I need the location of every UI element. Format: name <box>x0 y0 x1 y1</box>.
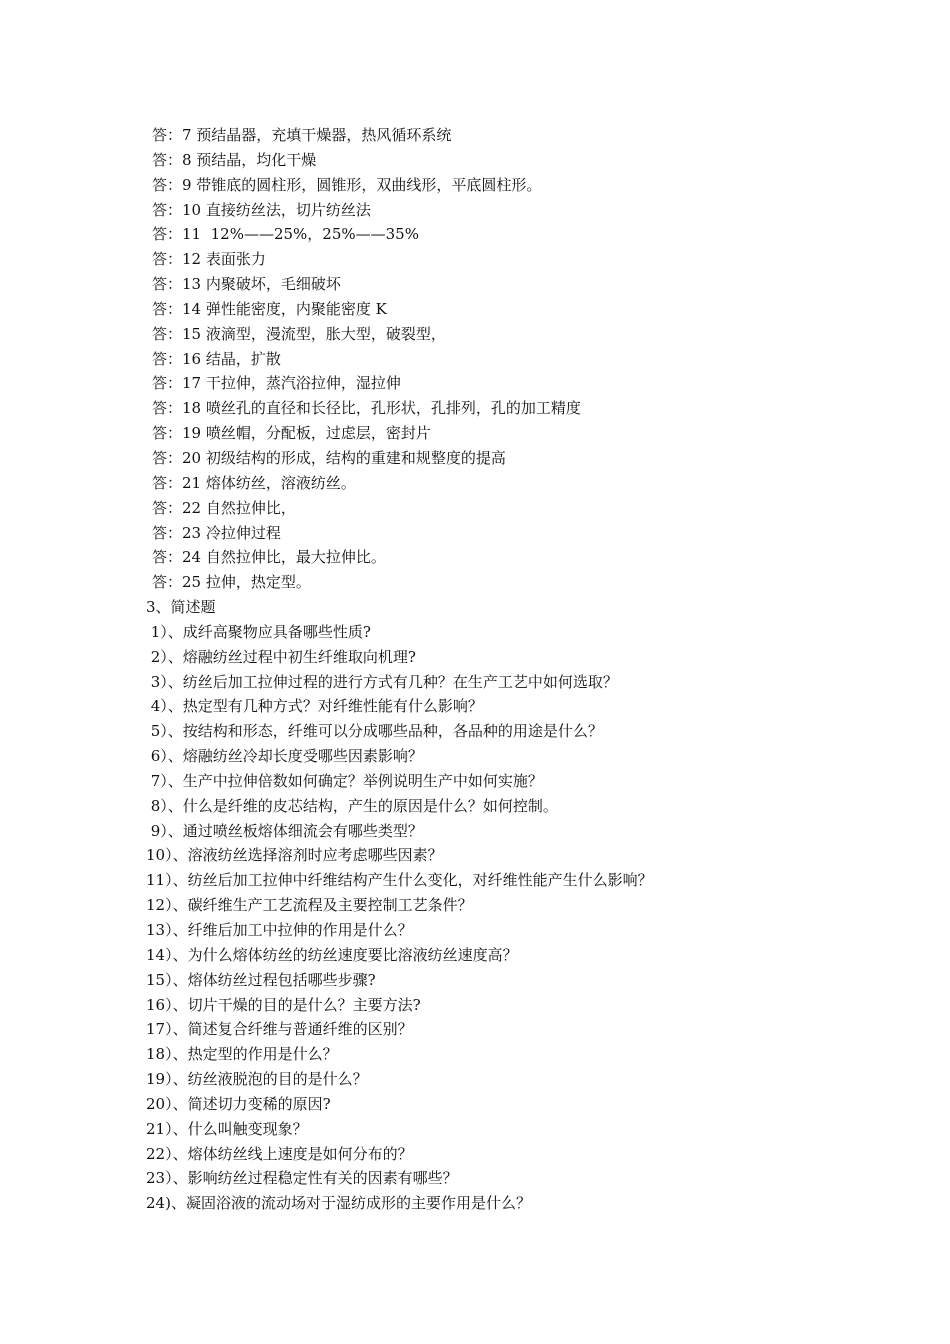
answer-line: 答：21 熔体纺丝，溶液纺丝。 <box>152 473 356 492</box>
question-line: 13）、纤维后加工中拉伸的作用是什么？ <box>146 921 413 939</box>
question-line: 19）、纺丝液脱泡的目的是什么？ <box>146 1070 368 1089</box>
answer-line: 答：18 喷丝孔的直径和长径比，孔形状，孔排列，孔的加工精度 <box>152 399 581 418</box>
question-line: 17）、简述复合纤维与普通纤维的区别？ <box>146 1020 413 1039</box>
answer-line: 答：23 冷拉伸过程 <box>152 523 281 542</box>
question-line: 6）、熔融纺丝冷却长度受哪些因素影响？ <box>146 747 423 766</box>
answer-line: 答：20 初级结构的形成，结构的重建和规整度的提高 <box>152 448 506 467</box>
question-line: 5）、按结构和形态，纤维可以分成哪些品种，各品种的用途是什么？ <box>146 722 603 741</box>
question-line: 2）、熔融纺丝过程中初生纤维取向机理? <box>146 647 416 666</box>
answer-line: 答：16 结晶，扩散 <box>152 349 281 368</box>
answer-line: 答：13 内聚破坏，毛细破坏 <box>152 275 341 294</box>
section-heading: 3、简述题 <box>146 598 216 617</box>
question-line: 16）、切片干燥的目的是什么？主要方法? <box>146 995 421 1014</box>
answer-line: 答：7 预结晶器，充填干燥器，热风循环系统 <box>152 126 452 144</box>
question-line: 10）、溶液纺丝选择溶剂时应考虑哪些因素？ <box>146 846 443 865</box>
answer-line: 答：15 液滴型，漫流型，胀大型，破裂型， <box>152 324 446 343</box>
question-line: 24)、凝固浴液的流动场对于湿纺成形的主要作用是什么？ <box>146 1194 531 1213</box>
question-line: 22）、熔体纺丝线上速度是如何分布的？ <box>146 1144 413 1163</box>
question-line: 18）、热定型的作用是什么？ <box>146 1045 338 1064</box>
question-line: 3）、纺丝后加工拉伸过程的进行方式有几种？在生产工艺中如何选取？ <box>146 672 618 691</box>
question-line: 11）、纺丝后加工拉伸中纤维结构产生什么变化，对纤维性能产生什么影响？ <box>146 871 653 890</box>
question-line: 1）、成纤高聚物应具备哪些性质? <box>146 622 371 641</box>
answer-line: 答：19 喷丝帽，分配板，过虑层，密封片 <box>152 424 431 443</box>
question-line: 14）、为什么熔体纺丝的纺丝速度要比溶液纺丝速度高？ <box>146 945 518 964</box>
question-line: 21）、什么叫触变现象？ <box>146 1119 308 1138</box>
question-line: 15）、熔体纺丝过程包括哪些步骤? <box>146 970 376 989</box>
answer-line: 答：10 直接纺丝法，切片纺丝法 <box>152 200 371 219</box>
question-line: 9）、通过喷丝板熔体细流会有哪些类型？ <box>146 821 423 840</box>
answer-line: 答：8 预结晶，均化干燥 <box>152 150 317 169</box>
document-body <box>0 123 950 1216</box>
answer-line: 答：25 拉伸，热定型。 <box>152 573 311 592</box>
answer-line: 答：17 干拉伸，蒸汽浴拉伸，湿拉伸 <box>152 374 401 393</box>
question-line: 23）、影响纺丝过程稳定性有关的因素有哪些？ <box>146 1169 458 1188</box>
question-line: 20）、简述切力变稀的原因? <box>146 1094 331 1113</box>
answer-line: 答：9 带锥底的圆柱形，圆锥形，双曲线形，平底圆柱形。 <box>152 175 542 194</box>
answer-line: 答：11 12%——25%，25%——35% <box>152 225 419 244</box>
answer-line: 答：24 自然拉伸比，最大拉伸比。 <box>152 548 386 567</box>
question-line: 8）、什么是纤维的皮芯结构，产生的原因是什么？如何控制。 <box>146 796 558 815</box>
answer-line: 答：22 自然拉伸比， <box>152 498 296 517</box>
answer-line: 答：14 弹性能密度，内聚能密度 K <box>152 299 387 318</box>
answer-line: 答：12 表面张力 <box>152 250 266 269</box>
question-line: 12）、碳纤维生产工艺流程及主要控制工艺条件？ <box>146 896 473 915</box>
question-line: 7）、生产中拉伸倍数如何确定？举例说明生产中如何实施？ <box>146 771 543 790</box>
question-line: 4）、热定型有几种方式？对纤维性能有什么影响？ <box>146 697 483 716</box>
